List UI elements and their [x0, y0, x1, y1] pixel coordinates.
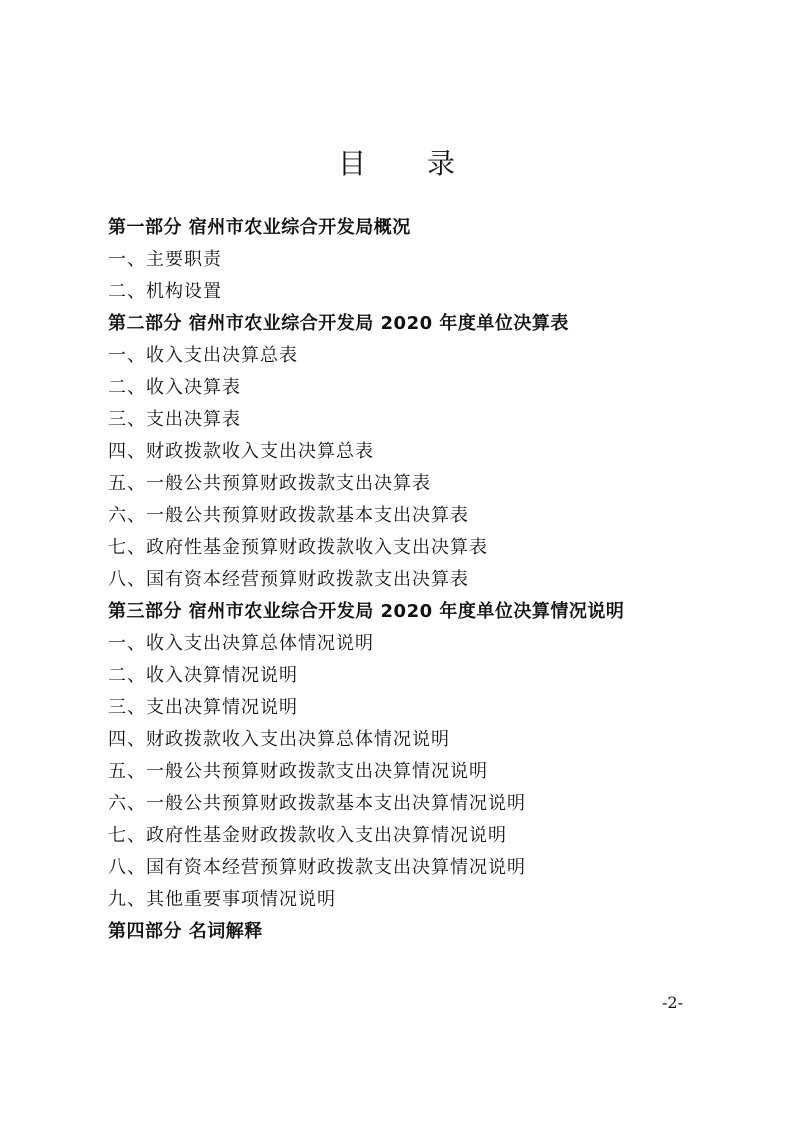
toc-item: 八、国有资本经营预算财政拨款支出决算情况说明 — [108, 857, 526, 878]
toc-section-1: 第一部分 宿州市农业综合开发局概况 — [108, 217, 411, 238]
toc-item: 一、主要职责 — [108, 249, 222, 270]
toc-item: 五、一般公共预算财政拨款支出决算情况说明 — [108, 761, 488, 782]
toc-item: 九、其他重要事项情况说明 — [108, 889, 336, 910]
toc-item: 四、财政拨款收入支出决算总表 — [108, 441, 374, 462]
toc-item: 二、机构设置 — [108, 281, 222, 302]
toc-item: 七、政府性基金预算财政拨款收入支出决算表 — [108, 537, 488, 558]
table-of-contents — [108, 212, 708, 948]
toc-item: 一、收入支出决算总表 — [108, 345, 298, 366]
toc-item: 八、国有资本经营预算财政拨款支出决算表 — [108, 569, 469, 590]
toc-item: 三、支出决算情况说明 — [108, 697, 298, 718]
toc-item: 一、收入支出决算总体情况说明 — [108, 633, 374, 654]
toc-item: 六、一般公共预算财政拨款基本支出决算表 — [108, 505, 469, 526]
toc-item: 六、一般公共预算财政拨款基本支出决算情况说明 — [108, 793, 526, 814]
toc-item: 三、支出决算表 — [108, 409, 241, 430]
toc-item: 二、收入决算情况说明 — [108, 665, 298, 686]
toc-item: 四、财政拨款收入支出决算总体情况说明 — [108, 729, 450, 750]
toc-item: 五、一般公共预算财政拨款支出决算表 — [108, 473, 431, 494]
toc-item: 七、政府性基金财政拨款收入支出决算情况说明 — [108, 825, 507, 846]
toc-section-4: 第四部分 名词解释 — [108, 921, 263, 942]
page-title: 目 录 — [338, 147, 481, 180]
toc-section-3: 第三部分 宿州市农业综合开发局 2020 年度单位决算情况说明 — [108, 601, 625, 622]
toc-section-2: 第二部分 宿州市农业综合开发局 2020 年度单位决算表 — [108, 313, 569, 334]
page-number: -2- — [662, 993, 683, 1012]
toc-item: 二、收入决算表 — [108, 377, 241, 398]
